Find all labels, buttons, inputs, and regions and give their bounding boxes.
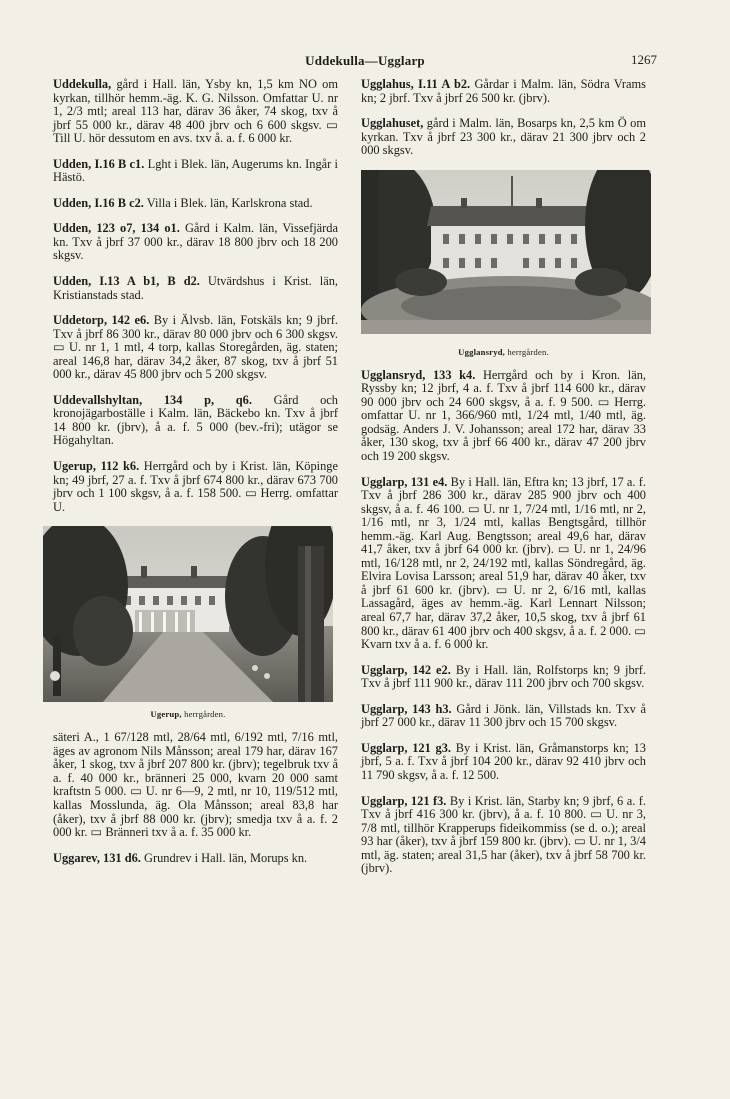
ugerup-caption-title: Ugerup, [150, 709, 182, 720]
entry-text: Herrgård och by i Krist. län, Köpinge kn; 49 jbrf, 27 a. f. Txv å jbrf 674 800 kr., därav 673 700 jbrv och 1 100 skgsv, å a. f. 158 500. ▭ Herrg. omfattar U. [53, 459, 338, 514]
entry-text: By i Älvsb. län, Fotskäls kn; 9 jbrf. Txv å jbrf 86 300 kr., därav 80 000 jbrv och 6 300 skgsv. ▭ U. nr 1, 1 mtl, 4 torp, kallas Storegården, äg. staten; areal 146,8 har, därav 34,2 åker, 87 skog, txv å jbrf 51 000 kr., därav 45 800 jbrv och 5 200 skgsv. [53, 313, 338, 382]
left-entries-after [53, 731, 338, 865]
entry [53, 222, 338, 263]
entry-text: Grundrev i Hall. län, Morups kn. [144, 850, 308, 865]
entry [361, 795, 646, 876]
entry [53, 78, 338, 146]
entry-text: Gård i Jönk. län, Villstads kn. Txv å jbrf 27 000 kr., därav 11 300 jbrv och 15 700 skgsv. [361, 701, 646, 730]
entry-text: Lght i Blek. län, Augerums kn. Ingår i Hästö. [53, 156, 338, 185]
ugglansryd-caption-rest: herrgården. [507, 346, 549, 357]
running-head: Uddekulla—Ugglarp [305, 53, 425, 68]
entry [361, 742, 646, 783]
entry-text: By i Krist. län, Gråmanstorps kn; 13 jbrf, 5 a. f. Txv å jbrf 104 200 kr., därav 92 410 jbrv och 11 790 skgsv, å a. f. 12 500. [361, 740, 646, 782]
entry-headword: Uddetorp, 142 e6. [53, 313, 150, 328]
page-number: 1267 [631, 52, 657, 67]
left-entries [53, 78, 338, 514]
right-column [361, 78, 646, 888]
entry-headword: Ugglahus, I.11 A b2. [361, 77, 471, 91]
entry [361, 117, 646, 158]
entry [361, 703, 646, 730]
entry [361, 476, 646, 652]
entry [53, 314, 338, 382]
entry-headword: Ugerup, 112 k6. [53, 459, 140, 474]
entry [53, 852, 338, 866]
entry-text: Gårdar i Malm. län, Södra Vrams kn; 2 jbrf. Txv å jbrf 26 500 kr. (jbrv). [361, 77, 646, 105]
entry-text: säteri A., 1 67/128 mtl, 28/64 mtl, 6/192 mtl, 7/16 mtl, äges av agronom Nils Månsson; areal 179 har, därav 167 åker, 1 skog, txv å jbrf 207 800 kr. (jbrv); tegelbruk txv å a. f. 40 000 kr., bränneri 25 000, kvarn 20 000 samt kraftstn 5 000. ▭ U. nr 6—9, 2 mtl, nr 10, 119/512 mtl, kallas Mosslunda, äg. Ola Månsson; areal 83,8 har (åker), txv å jbrf 88 000 kr. (jbrv); smedja txv å a. f. 2 000 kr. ▭ Bränneri txv å a. f. 35 000 kr. [53, 730, 338, 840]
entry-text: Villa i Blek. län, Karlskrona stad. [146, 195, 313, 210]
entry-headword: Uggarev, 131 d6. [53, 850, 141, 865]
entry-headword: Ugglahuset, [361, 116, 424, 131]
entry [53, 158, 338, 185]
entry-headword: Udden, I.16 B c1. [53, 156, 145, 171]
entry [361, 78, 646, 105]
entry-headword: Ugglarp, 142 e2. [361, 662, 451, 677]
ugerup-photo [43, 526, 333, 702]
entry-headword: Udden, I.13 A b1, B d2. [53, 274, 200, 289]
entry [361, 369, 646, 464]
entry-text: By i Hall. län, Rolfstorps kn; 9 jbrf. Txv å jbrf 111 900 kr., därav 111 200 jbrv och 700 skgsv. [361, 662, 646, 691]
entry-headword: Udden, I.16 B c2. [53, 195, 144, 210]
ugerup-figure [53, 526, 338, 719]
entry-headword: Ugglarp, 121 g3. [361, 740, 452, 755]
entry-text: Utvärdshus i Krist. län, Kristianstads stad. [53, 274, 338, 302]
entry-text: gård i Malm. län, Bosarps kn, 2,5 km Ö om kyrkan. Txv å jbrf 23 300 kr., därav 21 300 jbrv och 2 000 skgsv. [361, 116, 646, 158]
right-entries [361, 78, 646, 158]
entry-headword: Ugglarp, 143 h3. [361, 701, 452, 716]
entry-text: gård i Hall. län, Ysby kn, 1,5 km NO om kyrkan, tillhör hemm.-äg. K. G. Nilsson. Omfattar U. nr 1, 2/3 mtl; areal 113 har, därav 36 åker, 74 skog, txv å jbrf 55 000 kr., därav 48 400 jbrv och 6 600 skgsv. ▭ Till U. hör dessutom en avs. txv å. a. f. 6 000 kr. [53, 77, 338, 146]
entry-headword: Ugglarp, 121 f3. [361, 793, 447, 808]
entry-headword: Uddekulla, [53, 77, 112, 91]
ugglansryd-photo [361, 170, 651, 334]
left-column [53, 78, 338, 877]
entry [53, 460, 338, 514]
entry-headword: Ugglarp, 131 e4. [361, 474, 448, 489]
ugglansryd-caption [361, 347, 646, 357]
entry-text: Gård och kronojägarboställe i Kalm. län, Bäckebo kn. Txv å jbrf 14 800 kr. (jbrv), å a. f. 5 000 (bev.-fri); utägor se Högahyltan. [53, 392, 338, 448]
entry-headword: Uddevallshyltan, 134 p, q6. [53, 392, 252, 407]
entry [53, 394, 338, 448]
entry [53, 197, 338, 211]
ugglansryd-caption-title: Ugglansryd, [458, 346, 506, 357]
ugglansryd-photo-image [361, 170, 651, 334]
ugglansryd-figure [361, 170, 646, 357]
entry [53, 731, 338, 839]
entry-headword: Ugglansryd, 133 k4. [361, 367, 476, 382]
ugerup-photo-image [43, 526, 333, 702]
entry-text: By i Hall. län, Eftra kn; 13 jbrf, 17 a. f. Txv å jbrf 286 300 kr., därav 285 900 jbrv och 400 skgsv, å a. f. 46 100. ▭ U. nr 1, 7/24 mtl, 1/16 mtl, nr 2, 1/16 mtl, nr 3, 1/24 mtl, kallas Bengtsgård, tillhör hemm.-äg. Karl Aug. Bengtsson; areal 49,6 har, därav 41,7 åker, txv å jbrf 64 000 kr. (jbrv). ▭ U. nr 1, 24/96 mtl, 16/128 mtl, nr 2, 24/192 mtl, kallas Söndregård, äg. Elvira Lovisa Larsson; areal 51,9 har, därav 40 åker, txv å jbrf 61 600 kr. (jbrv). ▭ U. nr 2, 6/16 mtl, kallas Lassagård, äges av hemm.-äg. Karl Lennart Nilsson; areal 67,7 har, därav 37,2 åker, 10,5 skog, txv å jbrf 61 800 kr., därav 61 400 jbrv och 400 skgsv, å a. f. 2 000. ▭ Kvarn txv å a. f. 6 000 kr. [361, 474, 646, 652]
ugerup-caption-rest: herrgården. [184, 709, 226, 720]
entry-text: By i Krist. län, Starby kn; 9 jbrf, 6 a. f. Txv å jbrf 416 300 kr. (jbrv), å a. f. 10 800. ▭ U. nr 3, 7/8 mtl, tillhör Krapperups fideikommiss (se d. o.); areal 93 har (åker), txv å jbrf 159 800 kr. (jbrv). ▭ U. nr 1, 3/4 mtl, äg. staten; areal 31,5 har (åker), txv å jbrf 58 700 kr. (jbrv). [361, 793, 646, 876]
entry-text: Gård i Kalm. län, Vissefjärda kn. Txv å jbrf 37 000 kr., därav 18 800 jbrv och 18 200 skgsv. [53, 221, 338, 263]
entry-headword: Udden, 123 o7, 134 o1. [53, 221, 180, 236]
entry-text: Herrgård och by i Kron. län, Ryssby kn; 12 jbrf, 4 a. f. Txv å jbrf 114 600 kr., därav 90 000 jbrv och 24 600 skgsv, å a. f. 9 500. ▭ Herrg. omfattar U. nr 1, 366/960 mtl, 1/24 mtl, 1/40 mtl, äg. godsäg. Anders J. V. Johansson; areal 172 har, därav 33 åker, 130 skog, txv å jbrf 66 400 kr., därav 47 200 jbrv och 19 200 skgsv. [361, 367, 646, 464]
entry [53, 275, 338, 302]
right-entries-after [361, 369, 646, 876]
ugerup-caption [43, 709, 333, 719]
entry [361, 664, 646, 691]
